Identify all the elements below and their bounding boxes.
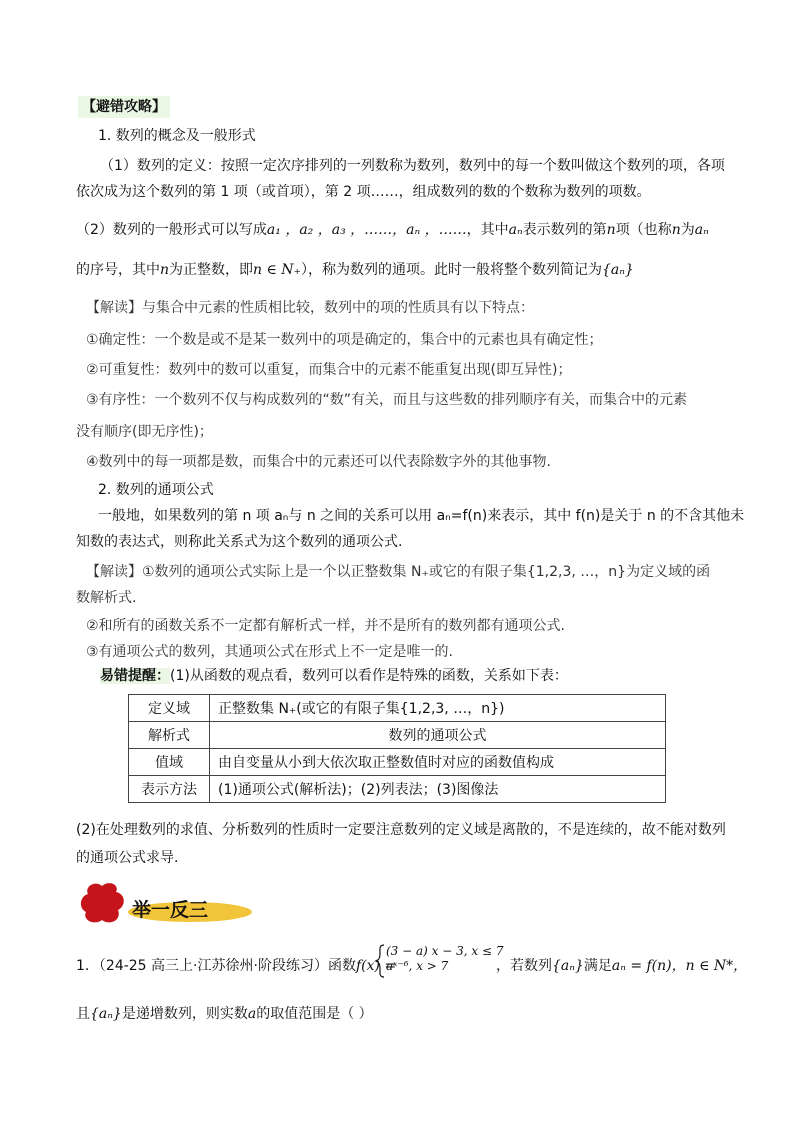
math-n: n [606,222,616,238]
math-n: n [160,262,170,278]
jiedu2-line2: ②和所有的函数关系不一定都有解析式一样，并不是所有的数列都有通项公式. [86,618,565,634]
s1-p1-line1: （1）数列的定义：按照一定次序排列的一列数称为数列，数列中的每一个数叫做这个数列的项，各项 [100,158,725,174]
question1-line2 [76,1004,373,1024]
table-row [129,776,666,803]
jiedu2-line1: 【解读】①数列的通项公式实际上是一个以正整数集 N₊或它的有限子集{1,2,3, …，n}为定义域的函 [86,564,711,580]
sequence-general: a₁ ，a₂ ，a₃ ，……，aₙ ，…… [266,222,467,238]
text: （2）数列的一般形式可以写成 [76,222,267,238]
q1-piecewise [386,944,503,974]
math-sequence-brace: {aₙ} [601,262,634,278]
table-row [129,695,666,722]
q1-piece-2: aˣ⁻⁶, x > 7 [386,959,449,973]
s1-p2-line1 [76,220,709,240]
text: ，若数列 [496,958,552,974]
tip2-line1: (2)在处理数列的求值、分析数列的性质时一定要注意数列的定义域是离散的，不是连续的，故不能对数列 [76,822,726,838]
tip-label: 易错提醒： [100,668,170,684]
text: 是递增数列，则实数 [121,1006,248,1022]
banner-title: 举一反三 [132,899,209,921]
tip2-line2: 的通项公式求导. [76,850,179,866]
question1-line1-cont [496,956,747,976]
table-key: 解析式 [129,722,210,749]
s2-p-line2: 知数的表达式，则称此关系式为这个数列的通项公式. [76,534,403,550]
text: 的序号，其中 [76,262,160,278]
q1-equation: aₙ = f(n) [611,958,672,974]
text: 的取值范围是（ ） [256,1006,373,1022]
s1-p2-line2 [76,260,634,280]
section2-title: 2. 数列的通项公式 [98,482,214,498]
table-row [129,722,666,749]
table-value: 正整数集 N₊(或它的有限子集{1,2,3, …，n}) [210,695,666,722]
table-value: 数列的通项公式 [210,722,666,749]
jiedu1-item4: ④数列中的每一项都是数，而集合中的元素还可以代表除数字外的其他事物. [86,454,551,470]
text: 表示数列的第 [522,222,607,238]
jiedu1-item3-line1: ③有序性：一个数列不仅与构成数列的“数”有关，而且与这些数的排列顺序有关，而集合中的元素 [86,392,688,408]
q1-sequence: {aₙ} [552,958,584,974]
q1-domain: ，n ∈ N*， [671,958,748,974]
tip-line [100,666,568,686]
s1-p1-line2: 依次成为这个数列的第 1 项（或首项），第 2 项……，组成数列的数的个数称为数列的项数。 [76,184,651,200]
math-n: n [671,222,681,238]
text: 且 [76,1006,90,1022]
jiedu1-item3-line2: 没有顺序(即无序性)； [76,424,213,440]
table-value: (1)通项公式(解析法)；(2)列表法；(3)图像法 [210,776,666,803]
tip-text: (1)从函数的观点看，数列可以看作是特殊的函数，关系如下表： [170,668,568,684]
table-key: 表示方法 [129,776,210,803]
section-banner [80,880,260,928]
jiedu1-item1: ①确定性：一个数是或不是某一数列中的项是确定的，集合中的元素也具有确定性； [86,332,603,348]
piecewise-brace-icon [374,944,386,978]
table-value: 由自变量从小到大依次取正整数值时对应的函数值构成 [210,749,666,776]
s2-p-line1: 一般地，如果数列的第 n 项 aₙ与 n 之间的关系可以用 aₙ=f(n)来表示，其中 f(n)是关于 n 的不含其他未 [98,508,745,524]
text: 为 [680,222,695,238]
q1-function-name: f(x) = [355,958,397,974]
math-an: aₙ [508,222,523,238]
text: 为正整数，即 [169,262,254,278]
q1-sequence: {aₙ} [90,1006,122,1022]
section-tag: 【避错攻略】 [78,96,170,118]
q1-variable-a: a [247,1006,257,1022]
question1-line1 [76,956,396,976]
text: 满足 [583,958,612,974]
text: ，其中 [466,222,509,238]
table-row [129,749,666,776]
table-key: 值域 [129,749,210,776]
jiedu2-line1b: 数解析式. [76,590,137,606]
text: 项（也称 [615,222,672,238]
jiedu1-intro: 【解读】与集合中元素的性质相比较，数列中的项的性质具有以下特点： [86,300,534,316]
section1-title: 1. 数列的概念及一般形式 [98,128,256,144]
table-key: 定义域 [129,695,210,722]
sequence-function-table [128,694,666,803]
q1-piece-1: (3 − a) x − 3, x ≤ 7 [386,944,504,958]
text: ），称为数列的通项。此时一般将整个数列简记为 [300,262,602,278]
math-an: aₙ [694,222,709,238]
math-n-in-n-plus: n ∈ N₊ [253,262,301,278]
jiedu2-line3: ③有通项公式的数列，其通项公式在形式上不一定是唯一的. [86,644,453,660]
jiedu1-item2: ②可重复性：数列中的数可以重复，而集合中的元素不能重复出现(即互异性)； [86,362,572,378]
q1-prefix: 1．（24-25 高三上·江苏徐州·阶段练习）函数 [76,958,356,974]
